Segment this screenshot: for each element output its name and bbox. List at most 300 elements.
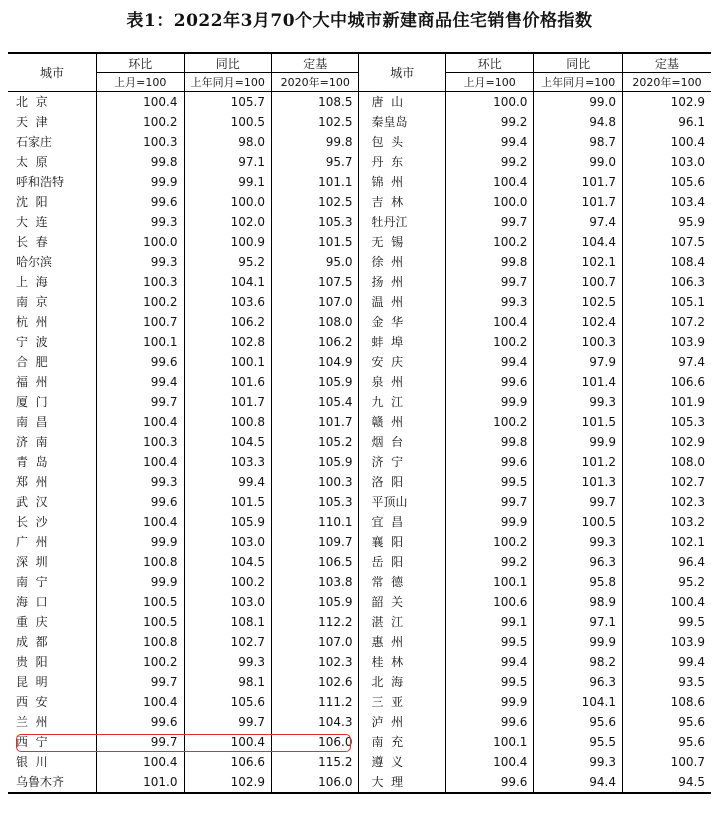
cell-mom-right: 99.5: [445, 632, 534, 652]
cell-city-left: 合 肥: [16, 355, 48, 369]
cell-base-left: 102.5: [271, 112, 358, 132]
cell-yoy-left: 106.2: [184, 312, 271, 332]
table-row: [8, 312, 711, 332]
cell-mom-right: 99.2: [445, 152, 534, 172]
cell-yoy-left: 103.6: [184, 292, 271, 312]
cell-city-left: 福 州: [16, 375, 48, 389]
yoy-subheader-right: 上年同月=100: [534, 73, 623, 92]
cell-mom-left: 100.2: [97, 112, 184, 132]
cell-city-right: 唐 山: [359, 92, 445, 113]
cell-city-left: 天 津: [16, 115, 48, 129]
cell-city-right: 北 海: [359, 672, 445, 692]
cell-mom-left: 100.8: [97, 552, 184, 572]
cell-yoy-right: 100.7: [534, 272, 623, 292]
cell-city-left: 郑 州: [16, 475, 48, 489]
header-row-groups: [8, 53, 711, 73]
cell-mom-right: 99.9: [445, 392, 534, 412]
cell-base-left: 102.6: [271, 672, 358, 692]
cell-yoy-left: 105.7: [184, 92, 271, 113]
cell-base-left: 110.1: [271, 512, 358, 532]
cell-mom-left: 99.7: [97, 732, 184, 752]
cell-base-left: 107.0: [271, 632, 358, 652]
city-header: 城市: [8, 53, 97, 92]
cell-mom-left: 100.3: [97, 132, 184, 152]
cell-base-left: 105.9: [271, 452, 358, 472]
cell-base-left: 95.0: [271, 252, 358, 272]
table-row: [8, 112, 711, 132]
cell-city-right: 赣 州: [359, 412, 445, 432]
cell-city-right: 常 德: [359, 572, 445, 592]
table-row: [8, 272, 711, 292]
table-row: [8, 372, 711, 392]
cell-base-left: 106.5: [271, 552, 358, 572]
cell-mom-right: 100.4: [445, 312, 534, 332]
table-row: [8, 252, 711, 272]
cell-city-left: 青 岛: [16, 455, 48, 469]
cell-base-left: 105.4: [271, 392, 358, 412]
cell-base-right: 105.6: [622, 172, 711, 192]
cell-mom-left: 100.2: [97, 292, 184, 312]
table-row: [8, 292, 711, 312]
cell-yoy-left: 100.5: [184, 112, 271, 132]
cell-mom-left: 101.0: [97, 772, 184, 793]
cell-base-left: 115.2: [271, 752, 358, 772]
cell-mom-left: 99.3: [97, 212, 184, 232]
cell-mom-right: 100.4: [445, 752, 534, 772]
cell-base-right: 102.9: [622, 432, 711, 452]
table-row: [8, 352, 711, 372]
cell-yoy-left: 101.6: [184, 372, 271, 392]
cell-city-right: 襄 阳: [359, 532, 445, 552]
cell-mom-left: 100.1: [97, 332, 184, 352]
cell-mom-right: 99.4: [445, 132, 534, 152]
cell-city-left: 太 原: [16, 155, 48, 169]
cell-mom-right: 99.2: [445, 552, 534, 572]
table-row: [8, 432, 711, 452]
table-row: [8, 152, 711, 172]
cell-base-right: 100.4: [622, 592, 711, 612]
cell-city-left: 南 京: [16, 295, 48, 309]
cell-yoy-right: 101.3: [534, 472, 623, 492]
cell-mom-left: 99.7: [97, 392, 184, 412]
cell-base-right: 103.9: [622, 632, 711, 652]
cell-yoy-right: 95.8: [534, 572, 623, 592]
cell-mom-right: 100.1: [445, 732, 534, 752]
cell-yoy-left: 102.9: [184, 772, 271, 793]
cell-yoy-left: 100.1: [184, 352, 271, 372]
cell-base-left: 104.9: [271, 352, 358, 372]
cell-mom-left: 99.9: [97, 172, 184, 192]
cell-yoy-left: 101.7: [184, 392, 271, 412]
cell-yoy-left: 105.6: [184, 692, 271, 712]
price-index-table: [8, 52, 711, 794]
cell-yoy-right: 99.3: [534, 392, 623, 412]
cell-yoy-right: 96.3: [534, 552, 623, 572]
cell-base-right: 105.1: [622, 292, 711, 312]
cell-city-right: 泉 州: [359, 372, 445, 392]
cell-yoy-left: 104.1: [184, 272, 271, 292]
cell-base-right: 95.2: [622, 572, 711, 592]
cell-mom-left: 99.9: [97, 572, 184, 592]
cell-city-right: 洛 阳: [359, 472, 445, 492]
cell-city-right: 泸 州: [359, 712, 445, 732]
cell-city-right: 桂 林: [359, 652, 445, 672]
cell-mom-left: 100.8: [97, 632, 184, 652]
yoy-header-right: 同比: [534, 53, 623, 73]
table-row: [8, 772, 711, 793]
cell-yoy-left: 99.1: [184, 172, 271, 192]
cell-city-right: 岳 阳: [359, 552, 445, 572]
cell-yoy-right: 99.0: [534, 92, 623, 113]
cell-city-left: 北 京: [16, 95, 48, 109]
cell-base-right: 96.1: [622, 112, 711, 132]
cell-base-right: 95.6: [622, 712, 711, 732]
cell-mom-right: 99.5: [445, 472, 534, 492]
cell-base-right: 105.3: [622, 412, 711, 432]
cell-city-left: 银 川: [16, 755, 48, 769]
cell-city-left: 贵 阳: [16, 655, 48, 669]
mom-header: 环比: [97, 53, 184, 73]
base-header-right: 定基: [622, 53, 711, 73]
cell-city-left: 石家庄: [16, 135, 53, 149]
cell-city-right: 湛 江: [359, 612, 445, 632]
cell-yoy-left: 103.0: [184, 532, 271, 552]
cell-mom-right: 100.2: [445, 332, 534, 352]
cell-city-left: 昆 明: [16, 675, 48, 689]
base-subheader-right: 2020年=100: [622, 73, 711, 92]
cell-city-left: 杭 州: [16, 315, 48, 329]
cell-yoy-left: 100.4: [184, 732, 271, 752]
cell-yoy-left: 98.1: [184, 672, 271, 692]
cell-base-right: 94.5: [622, 772, 711, 793]
cell-city-right: 南 充: [359, 732, 445, 752]
cell-mom-right: 99.7: [445, 272, 534, 292]
cell-city-left: 成 都: [16, 635, 48, 649]
cell-mom-left: 100.7: [97, 312, 184, 332]
cell-city-right: 三 亚: [359, 692, 445, 712]
cell-base-right: 95.6: [622, 732, 711, 752]
table-row: [8, 172, 711, 192]
cell-mom-left: 99.3: [97, 472, 184, 492]
cell-yoy-left: 102.7: [184, 632, 271, 652]
cell-base-right: 108.0: [622, 452, 711, 472]
cell-base-left: 104.3: [271, 712, 358, 732]
cell-yoy-right: 98.2: [534, 652, 623, 672]
cell-base-left: 107.0: [271, 292, 358, 312]
cell-mom-right: 99.8: [445, 252, 534, 272]
cell-yoy-right: 96.3: [534, 672, 623, 692]
cell-city-right: 锦 州: [359, 172, 445, 192]
table-row: [8, 592, 711, 612]
cell-yoy-right: 99.9: [534, 432, 623, 452]
cell-city-left: 厦 门: [16, 395, 48, 409]
cell-yoy-right: 98.9: [534, 592, 623, 612]
cell-yoy-right: 97.4: [534, 212, 623, 232]
cell-mom-right: 100.2: [445, 412, 534, 432]
cell-yoy-right: 94.4: [534, 772, 623, 793]
mom-subheader-right: 上月=100: [445, 73, 534, 92]
cell-city-right: 无 锡: [359, 232, 445, 252]
cell-mom-left: 99.6: [97, 192, 184, 212]
cell-city-left: 西 宁: [16, 735, 48, 749]
table-row: [8, 752, 711, 772]
table-row: [8, 92, 711, 113]
cell-yoy-left: 103.3: [184, 452, 271, 472]
cell-base-left: 105.3: [271, 212, 358, 232]
cell-base-left: 101.5: [271, 232, 358, 252]
cell-city-right: 秦皇岛: [359, 112, 445, 132]
cell-mom-left: 99.6: [97, 492, 184, 512]
cell-yoy-left: 97.1: [184, 152, 271, 172]
cell-yoy-left: 105.9: [184, 512, 271, 532]
cell-city-left: 南 昌: [16, 415, 48, 429]
table-row: [8, 612, 711, 632]
table-row: [8, 332, 711, 352]
cell-mom-left: 100.5: [97, 592, 184, 612]
cell-mom-right: 99.6: [445, 712, 534, 732]
cell-base-left: 105.2: [271, 432, 358, 452]
cell-base-right: 100.7: [622, 752, 711, 772]
yoy-subheader: 上年同月=100: [184, 73, 271, 92]
cell-mom-right: 100.1: [445, 572, 534, 592]
cell-base-right: 106.3: [622, 272, 711, 292]
cell-base-right: 102.7: [622, 472, 711, 492]
cell-yoy-right: 101.4: [534, 372, 623, 392]
cell-yoy-left: 99.3: [184, 652, 271, 672]
cell-city-left: 上 海: [16, 275, 48, 289]
cell-yoy-right: 97.9: [534, 352, 623, 372]
cell-yoy-right: 102.4: [534, 312, 623, 332]
cell-yoy-right: 100.5: [534, 512, 623, 532]
cell-yoy-right: 99.7: [534, 492, 623, 512]
cell-yoy-right: 99.3: [534, 752, 623, 772]
cell-city-right: 宜 昌: [359, 512, 445, 532]
cell-mom-left: 100.3: [97, 432, 184, 452]
cell-yoy-right: 102.1: [534, 252, 623, 272]
table-row: [8, 232, 711, 252]
cell-city-left: 重 庆: [16, 615, 48, 629]
cell-mom-left: 100.4: [97, 452, 184, 472]
cell-base-right: 95.9: [622, 212, 711, 232]
cell-yoy-left: 100.9: [184, 232, 271, 252]
cell-yoy-right: 104.4: [534, 232, 623, 252]
cell-mom-left: 100.2: [97, 652, 184, 672]
table-row: [8, 652, 711, 672]
table-body: [8, 92, 711, 794]
cell-base-right: 102.3: [622, 492, 711, 512]
table-row: [8, 552, 711, 572]
cell-mom-right: 100.2: [445, 232, 534, 252]
cell-base-left: 105.3: [271, 492, 358, 512]
cell-yoy-left: 104.5: [184, 552, 271, 572]
cell-base-right: 103.9: [622, 332, 711, 352]
cell-city-right: 惠 州: [359, 632, 445, 652]
cell-base-left: 100.3: [271, 472, 358, 492]
cell-mom-left: 99.8: [97, 152, 184, 172]
cell-city-right: 丹 东: [359, 152, 445, 172]
cell-city-left: 深 圳: [16, 555, 48, 569]
cell-city-left: 西 安: [16, 695, 48, 709]
cell-yoy-right: 100.3: [534, 332, 623, 352]
cell-city-left: 宁 波: [16, 335, 48, 349]
cell-base-right: 106.6: [622, 372, 711, 392]
cell-base-left: 105.9: [271, 372, 358, 392]
table-row: [8, 472, 711, 492]
cell-yoy-right: 98.7: [534, 132, 623, 152]
table-row: [8, 132, 711, 152]
cell-mom-right: 99.2: [445, 112, 534, 132]
cell-yoy-right: 97.1: [534, 612, 623, 632]
cell-base-right: 103.0: [622, 152, 711, 172]
table-row: [8, 572, 711, 592]
cell-mom-left: 100.4: [97, 752, 184, 772]
cell-city-left: 广 州: [16, 535, 48, 549]
cell-city-left: 海 口: [16, 595, 48, 609]
table-row: [8, 192, 711, 212]
cell-yoy-left: 100.0: [184, 192, 271, 212]
cell-yoy-right: 99.3: [534, 532, 623, 552]
cell-city-left: 大 连: [16, 215, 48, 229]
cell-yoy-right: 95.6: [534, 712, 623, 732]
cell-base-left: 108.0: [271, 312, 358, 332]
table-row: [8, 672, 711, 692]
cell-mom-right: 99.8: [445, 432, 534, 452]
cell-mom-left: 99.9: [97, 532, 184, 552]
cell-base-left: 108.5: [271, 92, 358, 113]
cell-mom-right: 99.1: [445, 612, 534, 632]
cell-mom-left: 100.4: [97, 512, 184, 532]
cell-mom-right: 99.5: [445, 672, 534, 692]
yoy-header: 同比: [184, 53, 271, 73]
cell-yoy-right: 101.7: [534, 172, 623, 192]
table-row: [8, 692, 711, 712]
cell-base-right: 93.5: [622, 672, 711, 692]
cell-yoy-left: 99.7: [184, 712, 271, 732]
cell-mom-right: 99.9: [445, 512, 534, 532]
table-row: [8, 632, 711, 652]
cell-yoy-left: 95.2: [184, 252, 271, 272]
cell-mom-right: 100.0: [445, 92, 534, 113]
cell-city-right: 扬 州: [359, 272, 445, 292]
cell-city-right: 平顶山: [359, 492, 445, 512]
cell-base-right: 107.5: [622, 232, 711, 252]
cell-base-right: 102.9: [622, 92, 711, 113]
cell-base-left: 107.5: [271, 272, 358, 292]
cell-mom-left: 99.7: [97, 672, 184, 692]
cell-yoy-right: 95.5: [534, 732, 623, 752]
table-row: [8, 492, 711, 512]
cell-city-left: 南 宁: [16, 575, 48, 589]
cell-mom-right: 99.9: [445, 692, 534, 712]
cell-base-left: 102.5: [271, 192, 358, 212]
cell-mom-left: 99.3: [97, 252, 184, 272]
cell-base-left: 101.7: [271, 412, 358, 432]
cell-base-left: 111.2: [271, 692, 358, 712]
cell-mom-left: 100.5: [97, 612, 184, 632]
cell-city-left: 哈尔滨: [16, 255, 53, 269]
cell-yoy-left: 102.8: [184, 332, 271, 352]
cell-base-left: 103.8: [271, 572, 358, 592]
mom-subheader: 上月=100: [97, 73, 184, 92]
table-row: [8, 532, 711, 552]
cell-city-right: 包 头: [359, 132, 445, 152]
cell-yoy-right: 94.8: [534, 112, 623, 132]
cell-mom-left: 100.4: [97, 92, 184, 113]
cell-yoy-left: 100.2: [184, 572, 271, 592]
cell-yoy-left: 104.5: [184, 432, 271, 452]
cell-mom-left: 99.6: [97, 712, 184, 732]
cell-base-left: 105.9: [271, 592, 358, 612]
cell-mom-left: 99.4: [97, 372, 184, 392]
cell-base-left: 101.1: [271, 172, 358, 192]
cell-base-left: 99.8: [271, 132, 358, 152]
cell-base-left: 112.2: [271, 612, 358, 632]
cell-city-left: 济 南: [16, 435, 48, 449]
cell-yoy-right: 102.5: [534, 292, 623, 312]
cell-city-left: 长 春: [16, 235, 48, 249]
base-header: 定基: [271, 53, 358, 73]
cell-base-left: 102.3: [271, 652, 358, 672]
cell-city-right: 徐 州: [359, 252, 445, 272]
cell-mom-left: 100.4: [97, 412, 184, 432]
cell-yoy-left: 102.0: [184, 212, 271, 232]
cell-yoy-left: 100.8: [184, 412, 271, 432]
cell-mom-right: 99.6: [445, 452, 534, 472]
table-row: [8, 732, 711, 752]
cell-base-left: 106.0: [271, 732, 358, 752]
cell-yoy-right: 101.2: [534, 452, 623, 472]
cell-base-right: 100.4: [622, 132, 711, 152]
cell-base-right: 103.4: [622, 192, 711, 212]
cell-base-left: 95.7: [271, 152, 358, 172]
cell-base-right: 99.4: [622, 652, 711, 672]
cell-yoy-left: 103.0: [184, 592, 271, 612]
cell-yoy-right: 99.0: [534, 152, 623, 172]
cell-mom-right: 99.6: [445, 372, 534, 392]
cell-mom-right: 99.4: [445, 352, 534, 372]
cell-mom-right: 99.3: [445, 292, 534, 312]
cell-city-right: 吉 林: [359, 192, 445, 212]
cell-base-right: 97.4: [622, 352, 711, 372]
cell-city-right: 金 华: [359, 312, 445, 332]
cell-yoy-right: 104.1: [534, 692, 623, 712]
table-row: [8, 512, 711, 532]
table-row: [8, 392, 711, 412]
cell-mom-left: 100.4: [97, 692, 184, 712]
cell-city-right: 大 理: [359, 772, 445, 793]
cell-mom-right: 99.7: [445, 492, 534, 512]
cell-base-right: 99.5: [622, 612, 711, 632]
cell-city-right: 济 宁: [359, 452, 445, 472]
table-title: 表1：2022年3月70个大中城市新建商品住宅销售价格指数: [126, 11, 593, 31]
cell-mom-right: 99.4: [445, 652, 534, 672]
cell-city-right: 韶 关: [359, 592, 445, 612]
cell-base-right: 107.2: [622, 312, 711, 332]
cell-yoy-left: 99.4: [184, 472, 271, 492]
cell-mom-right: 99.6: [445, 772, 534, 793]
cell-base-left: 106.2: [271, 332, 358, 352]
cell-base-right: 101.9: [622, 392, 711, 412]
cell-city-left: 呼和浩特: [16, 175, 65, 189]
city-header-right: 城市: [359, 53, 445, 92]
cell-mom-right: 100.6: [445, 592, 534, 612]
cell-mom-right: 99.7: [445, 212, 534, 232]
cell-mom-left: 100.3: [97, 272, 184, 292]
cell-city-left: 沈 阳: [16, 195, 48, 209]
cell-city-left: 兰 州: [16, 715, 48, 729]
cell-city-right: 温 州: [359, 292, 445, 312]
cell-city-left: 乌鲁木齐: [8, 772, 97, 793]
